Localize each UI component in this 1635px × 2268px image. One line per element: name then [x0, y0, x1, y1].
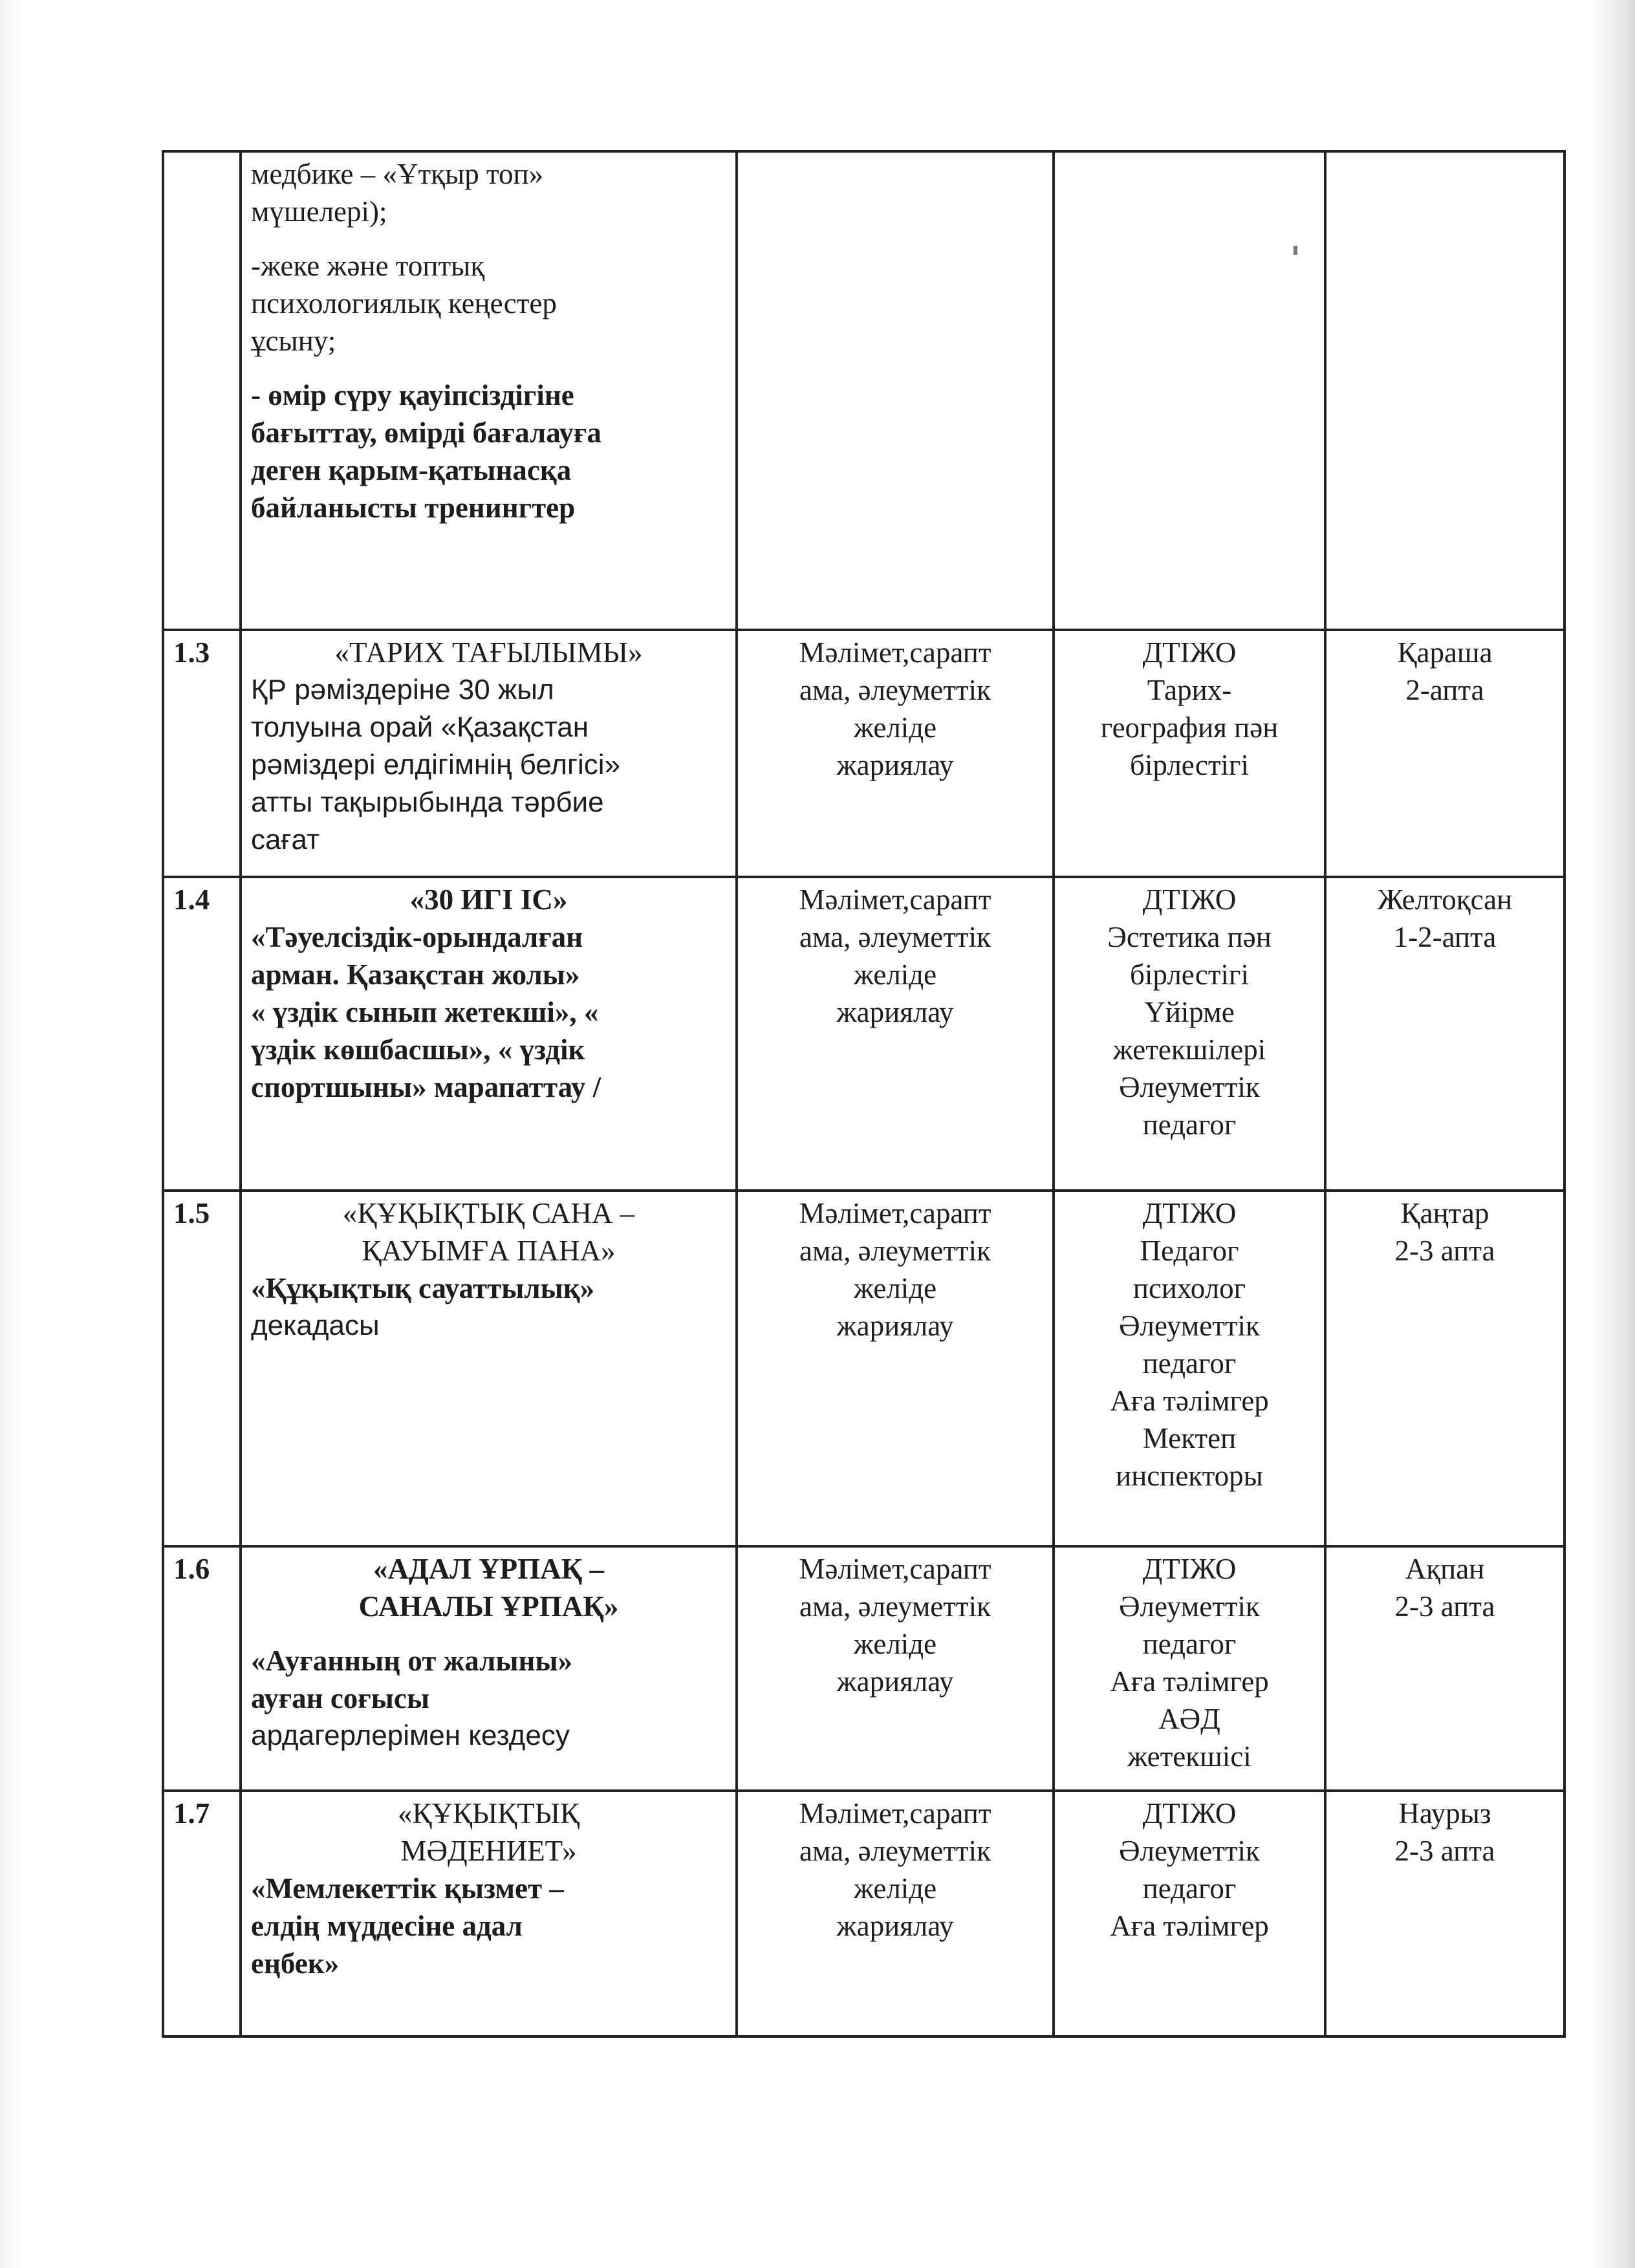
- responsible-line: педагог: [1142, 1872, 1237, 1905]
- line-gap: [251, 1625, 726, 1642]
- date-cell: [1325, 630, 1565, 877]
- format-line: ама, әлеуметтік: [799, 674, 991, 706]
- event-cell: [241, 151, 737, 630]
- responsible-line: бірлестігі: [1130, 958, 1249, 991]
- responsible-line: педагог: [1142, 1347, 1237, 1379]
- event-text-line: ҚАУЫМҒА ПАНА»: [362, 1235, 616, 1267]
- row-number-cell: [163, 1791, 241, 2036]
- responsible-line: Әлеуметтік: [1119, 1835, 1260, 1867]
- row-number: 1.5: [173, 1197, 210, 1229]
- responsible-line: Әлеуметтік: [1119, 1071, 1260, 1103]
- responsible-line: география пән: [1100, 711, 1279, 744]
- responsible-line: ДТІЖО: [1142, 636, 1237, 669]
- event-text-line: толуына орай «Қазақстан: [251, 711, 589, 743]
- event-text-line: психологиялық кеңестер: [251, 287, 557, 319]
- responsible-cell: [1054, 630, 1325, 877]
- responsible-line: Әлеуметтік: [1119, 1310, 1260, 1342]
- date-line: Қараша: [1397, 636, 1493, 669]
- row-number: 1.6: [173, 1553, 210, 1585]
- event-text-line: медбике – «Ұтқыр топ»: [251, 158, 544, 190]
- event-text-line: «ҚҰҚЫҚТЫҚ САНА –: [342, 1197, 635, 1229]
- row-number-cell: [163, 630, 241, 877]
- responsible-line: бірлестігі: [1130, 749, 1249, 781]
- event-text-line: атты тақырыбында тәрбие: [251, 786, 604, 818]
- format-cell: [737, 1546, 1054, 1791]
- event-text-line: елдің мүддесіне адал: [251, 1910, 523, 1942]
- responsible-line: ДТІЖО: [1142, 1197, 1237, 1229]
- event-text-line: ардагерлерімен кездесу: [251, 1720, 570, 1751]
- table-row: [163, 1791, 1565, 2036]
- format-line: Мәлімет,сарапт: [799, 636, 991, 669]
- format-line: желіде: [853, 711, 937, 744]
- responsible-cell: [1054, 151, 1325, 630]
- event-text-line: МӘДЕНИЕТ»: [400, 1835, 577, 1867]
- responsible-line: Аға тәлімгер: [1110, 1385, 1269, 1417]
- scan-edge-left: [0, 0, 26, 2268]
- responsible-line: Үйірме: [1144, 996, 1235, 1028]
- format-line: ама, әлеуметтік: [799, 1590, 991, 1623]
- date-line: Желтоқсан: [1377, 883, 1513, 916]
- responsible-line: педагог: [1142, 1108, 1237, 1141]
- format-line: жариялау: [836, 749, 954, 781]
- event-text-line: еңбек»: [251, 1947, 340, 1980]
- event-text-line: ауған соғысы: [251, 1682, 429, 1714]
- responsible-line: Аға тәлімгер: [1110, 1665, 1269, 1698]
- event-cell: [241, 1191, 737, 1546]
- responsible-cell: [1054, 1546, 1325, 1791]
- line-gap: [251, 230, 726, 247]
- event-text-line: ұсыну;: [251, 325, 336, 357]
- plan-table-body: [163, 151, 1565, 2036]
- format-line: ама, әлеуметтік: [799, 1835, 991, 1867]
- responsible-line: педагог: [1142, 1628, 1237, 1660]
- table-row: [163, 1191, 1565, 1546]
- responsible-line: АӘД: [1158, 1703, 1220, 1735]
- scan-edge-right: [1590, 0, 1635, 2268]
- format-cell: [737, 1191, 1054, 1546]
- event-cell: [241, 1791, 737, 2036]
- table-row: [163, 151, 1565, 630]
- format-line: жариялау: [836, 996, 954, 1028]
- table-row: [163, 630, 1565, 877]
- date-line: Наурыз: [1398, 1797, 1491, 1830]
- format-cell: [737, 151, 1054, 630]
- responsible-cell: [1054, 1791, 1325, 2036]
- format-cell: [737, 877, 1054, 1191]
- format-line: ама, әлеуметтік: [799, 1235, 991, 1267]
- event-text-line: байланысты тренингтер: [251, 491, 576, 524]
- event-text-line: «ТАРИХ ТАҒЫЛЫМЫ»: [334, 636, 643, 669]
- date-line: 2-апта: [1405, 674, 1484, 706]
- format-line: жариялау: [836, 1665, 954, 1698]
- event-text-line: рәміздері елдігімнің белгісі»: [251, 749, 621, 781]
- date-line: Қаңтар: [1400, 1197, 1489, 1229]
- event-text-line: -жеке және топтық: [251, 250, 485, 282]
- responsible-line: ДТІЖО: [1142, 883, 1237, 916]
- date-line: 2-3 апта: [1394, 1235, 1495, 1267]
- format-line: жариялау: [836, 1910, 954, 1942]
- date-cell: [1325, 1191, 1565, 1546]
- row-number-cell: [163, 151, 241, 630]
- table-row: [163, 877, 1565, 1191]
- plan-table: [162, 150, 1566, 2038]
- responsible-line: Эстетика пән: [1107, 921, 1272, 953]
- event-cell: [241, 630, 737, 877]
- responsible-line: Мектеп: [1142, 1422, 1237, 1454]
- responsible-line: жетекшілері: [1112, 1033, 1266, 1066]
- format-line: Мәлімет,сарапт: [799, 883, 991, 916]
- format-line: Мәлімет,сарапт: [799, 1797, 991, 1830]
- responsible-line: психолог: [1132, 1272, 1246, 1304]
- event-text-line: - өмір сүру қауіпсіздігіне: [251, 379, 574, 411]
- event-text-line: «ҚҰҚЫҚТЫҚ: [397, 1797, 580, 1830]
- responsible-cell: [1054, 1191, 1325, 1546]
- date-line: 2-3 апта: [1394, 1835, 1495, 1867]
- format-cell: [737, 630, 1054, 877]
- event-text-line: арман. Қазақстан жолы»: [251, 958, 580, 991]
- format-line: желіде: [853, 1272, 937, 1304]
- event-text-line: мүшелері);: [251, 195, 387, 228]
- event-text-line: спортшыны» марапаттау /: [251, 1071, 601, 1103]
- event-text-line: ҚР рәміздеріне 30 жыл: [251, 674, 554, 706]
- event-text-line: «30 ИГІ ІС»: [409, 883, 568, 916]
- date-cell: [1325, 1546, 1565, 1791]
- date-line: Ақпан: [1405, 1553, 1485, 1585]
- date-cell: [1325, 151, 1565, 630]
- responsible-cell: [1054, 877, 1325, 1191]
- responsible-line: ДТІЖО: [1142, 1797, 1237, 1830]
- event-text-line: «АДАЛ ҰРПАҚ –: [373, 1553, 605, 1585]
- event-text-line: деген қарым-қатынасқа: [251, 454, 572, 486]
- table-row: [163, 1546, 1565, 1791]
- date-cell: [1325, 1791, 1565, 2036]
- row-number: 1.4: [173, 883, 210, 916]
- event-cell: [241, 1546, 737, 1791]
- responsible-line: Аға тәлімгер: [1110, 1910, 1269, 1942]
- format-cell: [737, 1791, 1054, 2036]
- date-line: 2-3 апта: [1394, 1590, 1495, 1623]
- responsible-line: Тарих-: [1147, 674, 1232, 706]
- event-text-line: «Мемлекеттік қызмет –: [251, 1872, 564, 1905]
- scan-speck: [1294, 246, 1297, 255]
- date-line: 1-2-апта: [1393, 921, 1497, 953]
- responsible-line: жетекшісі: [1127, 1740, 1251, 1773]
- format-line: желіде: [853, 958, 937, 991]
- line-gap: [251, 360, 726, 376]
- event-text-line: бағыттау, өмірді бағалауға: [251, 416, 601, 449]
- event-text-line: «Тәуелсіздік-орындалған: [251, 921, 583, 953]
- event-text-line: «Ауғанның от жалыны»: [251, 1645, 573, 1677]
- event-text-line: САНАЛЫ ҰРПАҚ»: [358, 1590, 619, 1623]
- date-cell: [1325, 877, 1565, 1191]
- row-number: 1.7: [173, 1797, 210, 1830]
- event-text-line: «Құқықтық сауаттылық»: [251, 1272, 595, 1304]
- event-cell: [241, 877, 737, 1191]
- format-line: желіде: [853, 1628, 937, 1660]
- format-line: жариялау: [836, 1310, 954, 1342]
- responsible-line: ДТІЖО: [1142, 1553, 1237, 1585]
- row-number-cell: [163, 1546, 241, 1791]
- format-line: Мәлімет,сарапт: [799, 1197, 991, 1229]
- format-line: Мәлімет,сарапт: [799, 1553, 991, 1585]
- row-number: 1.3: [173, 636, 210, 669]
- event-text-line: үздік көшбасшы», « үздік: [251, 1033, 585, 1066]
- row-number-cell: [163, 1191, 241, 1546]
- responsible-line: Әлеуметтік: [1119, 1590, 1260, 1623]
- event-text-line: « үздік сынып жетекші», «: [251, 996, 599, 1028]
- responsible-line: инспекторы: [1116, 1460, 1263, 1492]
- responsible-line: Педагог: [1140, 1235, 1239, 1267]
- format-line: ама, әлеуметтік: [799, 921, 991, 953]
- format-line: желіде: [853, 1872, 937, 1905]
- row-number-cell: [163, 877, 241, 1191]
- event-text-line: сағат: [251, 824, 320, 856]
- event-text-line: декадасы: [251, 1310, 380, 1341]
